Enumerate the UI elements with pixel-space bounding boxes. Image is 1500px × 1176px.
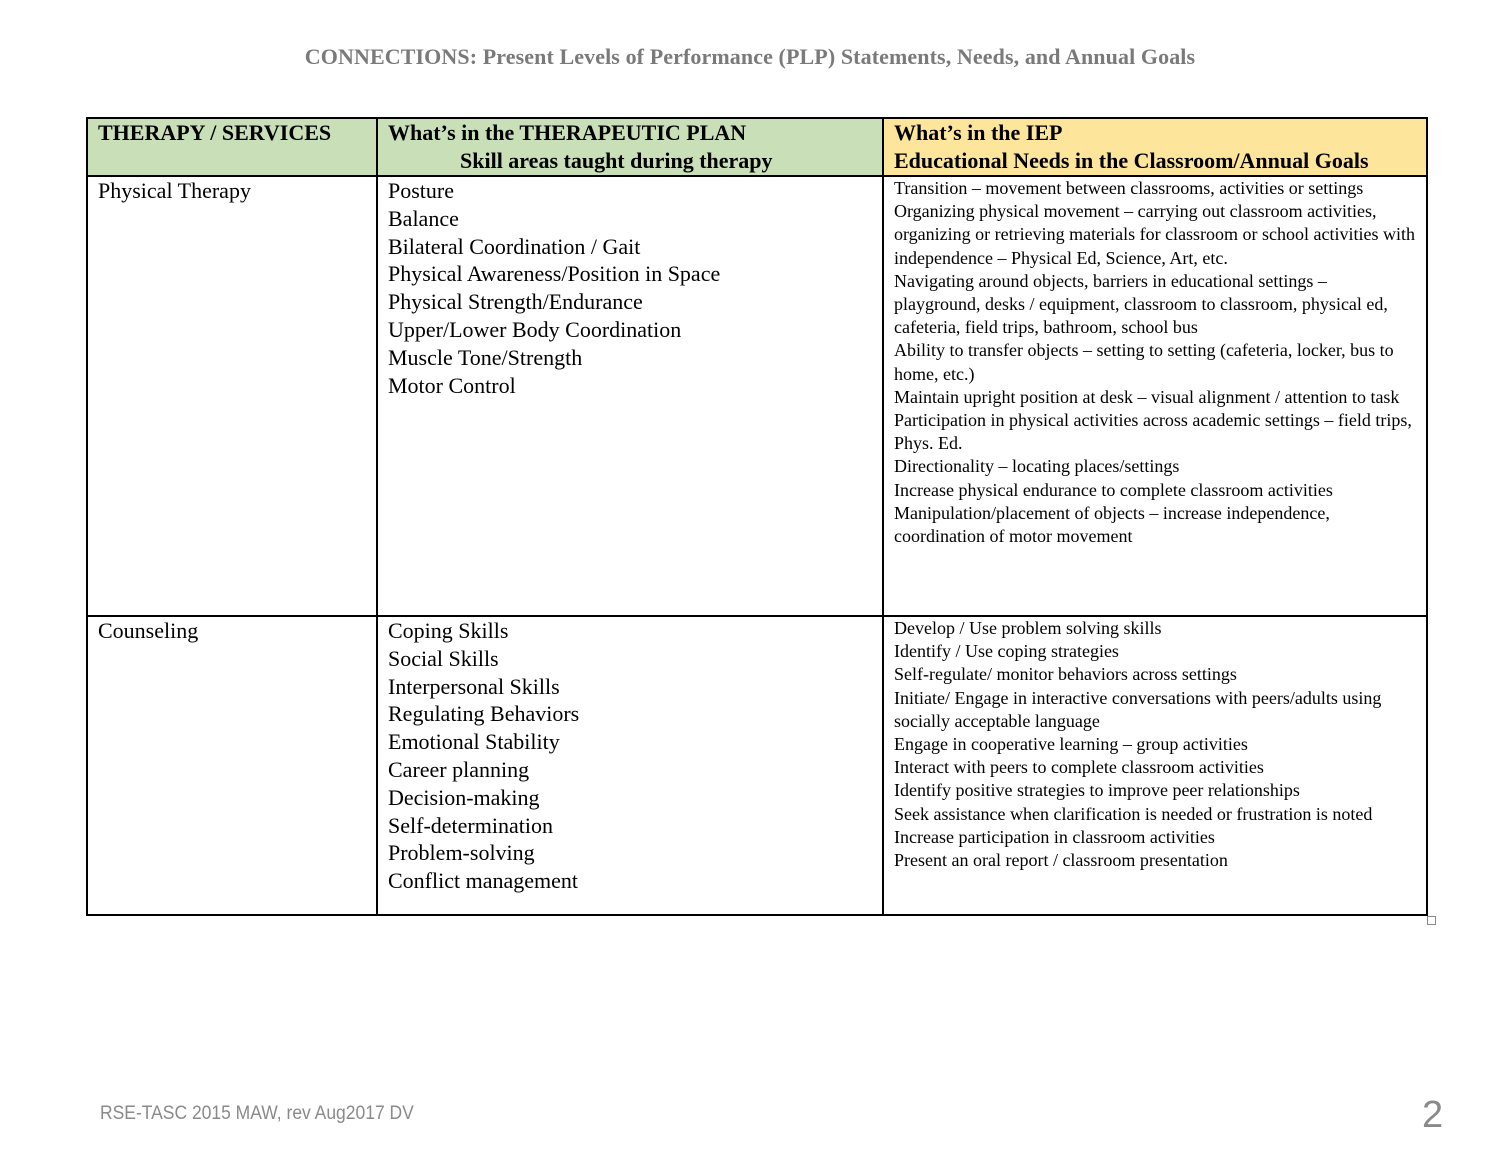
skills-cell: [377, 176, 883, 616]
page-number: 2: [1422, 1094, 1444, 1136]
header-therapy-services-label: THERAPY / SERVICES: [98, 120, 332, 145]
header-iep-line1: What’s in the IEP: [894, 120, 1063, 145]
skill-item: Coping Skills: [388, 618, 509, 643]
need-item: Develop / Use problem solving skills: [894, 618, 1162, 638]
skill-item: Career planning: [388, 756, 530, 782]
need-item: Participation in physical activities across academic settings – field trips, Phys. Ed.: [894, 410, 1412, 454]
skill-item: Upper/Lower Body Coordination: [388, 316, 682, 342]
need-item: Present an oral report / classroom presentation: [894, 850, 1228, 871]
skill-item: Self-determination: [388, 812, 553, 838]
header-therapy-services: [87, 118, 377, 176]
table-header-row: [87, 118, 1427, 176]
header-iep: [883, 118, 1427, 176]
skill-item: Balance: [388, 205, 459, 231]
skill-item: Physical Strength/Endurance: [388, 289, 643, 315]
skill-item: Bilateral Coordination / Gait: [388, 233, 641, 259]
need-item: Maintain upright position at desk – visual alignment / attention to task: [894, 386, 1400, 407]
header-therapeutic-plan: [377, 118, 883, 176]
skill-item: Posture: [388, 178, 454, 203]
plp-table: [86, 117, 1428, 916]
service-cell: [87, 176, 377, 616]
need-item: Increase participation in classroom activities: [894, 826, 1215, 847]
table-row: [87, 176, 1427, 616]
need-item: Engage in cooperative learning – group activities: [894, 734, 1248, 755]
skills-cell: [377, 616, 883, 915]
need-item: Manipulation/placement of objects – increase independence, coordination of motor movement: [894, 502, 1330, 547]
header-iep-line2: Educational Needs in the Classroom/Annual Goals: [894, 148, 1369, 173]
skill-item: Physical Awareness/Position in Space: [388, 261, 721, 287]
table-resize-handle[interactable]: [1427, 916, 1436, 925]
footer-credit: RSE-TASC 2015 MAW, rev Aug2017 DV: [100, 1103, 414, 1124]
need-item: Initiate/ Engage in interactive conversations with peers/adults using socially acceptable language: [894, 687, 1382, 731]
skill-item: Decision-making: [388, 784, 540, 810]
need-item: Directionality – locating places/settings: [894, 456, 1180, 477]
need-item: Self-regulate/ monitor behaviors across settings: [894, 664, 1237, 685]
skill-item: Interpersonal Skills: [388, 673, 560, 699]
skill-item: Motor Control: [388, 372, 516, 398]
service-name: Counseling: [98, 618, 199, 643]
need-item: Transition – movement between classrooms, activities or settings: [894, 178, 1364, 198]
table-row: [87, 616, 1427, 915]
skill-item: Regulating Behaviors: [388, 701, 580, 727]
header-therapeutic-plan-line2: Skill areas taught during therapy: [460, 148, 773, 173]
header-therapeutic-plan-line1: What’s in the THERAPEUTIC PLAN: [388, 120, 747, 145]
need-item: Increase physical endurance to complete classroom activities: [894, 479, 1333, 500]
need-item: Identify positive strategies to improve peer relationships: [894, 780, 1300, 801]
skill-item: Conflict management: [388, 868, 578, 894]
needs-cell: [883, 176, 1427, 616]
skill-item: Emotional Stability: [388, 729, 560, 755]
service-cell: [87, 616, 377, 915]
need-item: Ability to transfer objects – setting to setting (cafeteria, locker, bus to home, etc.): [894, 340, 1394, 384]
need-item: Seek assistance when clarification is needed or frustration is noted: [894, 803, 1373, 824]
skill-item: Social Skills: [388, 645, 499, 671]
needs-cell: [883, 616, 1427, 915]
document-title: CONNECTIONS: Present Levels of Performance (PLP) Statements, Needs, and Annual Goals: [304, 44, 1196, 69]
need-item: Navigating around objects, barriers in educational settings – playground, desks / equipment, classroom to classroom, physical ed, cafeteria, field trips, bathroom, school bus: [894, 270, 1388, 338]
skill-item: Muscle Tone/Strength: [388, 344, 583, 370]
service-name: Physical Therapy: [98, 178, 251, 203]
need-item: Identify / Use coping strategies: [894, 641, 1119, 662]
need-item: Interact with peers to complete classroom activities: [894, 757, 1264, 778]
need-item: Organizing physical movement – carrying out classroom activities, organizing or retrieving materials for classroom or school activities with independence – Physical Ed, Science, Art, etc.: [894, 201, 1416, 268]
skill-item: Problem-solving: [388, 840, 535, 866]
